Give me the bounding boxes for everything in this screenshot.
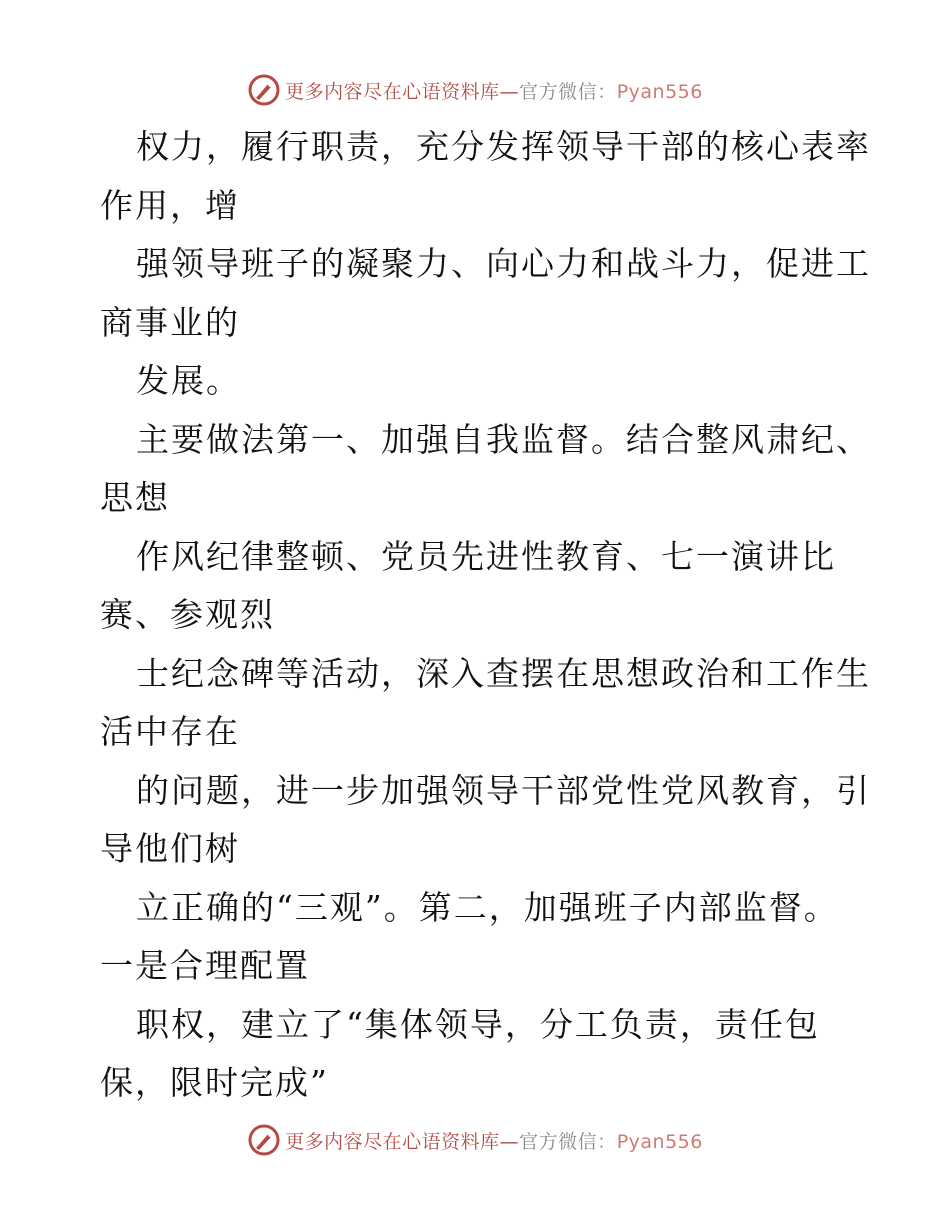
text-line: 的问题，进一步加强领导干部党性党风教育，引 — [136, 770, 871, 810]
text-line: 作用，增 — [100, 185, 240, 225]
text-line: 立正确的“三观”。第二，加强班子内部监督。 — [136, 887, 839, 927]
watermark-text: 更多内容尽在心语资料库—官方微信：Pyan556 — [285, 80, 703, 103]
text-line: 作风纪律整顿、党员先进性教育、七一演讲比 — [136, 536, 836, 576]
text-line: 职权，建立了“集体领导，分工负责，责任包 — [136, 1004, 820, 1044]
watermark-text: 更多内容尽在心语资料库—官方微信：Pyan556 — [285, 1130, 703, 1153]
text-line: 商事业的 — [100, 302, 240, 342]
text-line: 发展。 — [136, 361, 241, 400]
text-line: 活中存在 — [100, 712, 240, 751]
pen-logo-icon — [247, 1123, 281, 1157]
header-watermark — [0, 70, 950, 110]
text-line: 导他们树 — [100, 829, 240, 868]
text-line: 权力，履行职责，充分发挥领导干部的核心表率 — [136, 127, 871, 166]
text-line: 赛、参观烈 — [100, 595, 275, 634]
document-body — [100, 118, 871, 1113]
text-line: 强领导班子的凝聚力、向心力和战斗力，促进工 — [136, 244, 871, 283]
pen-logo-icon — [247, 73, 281, 107]
text-line: 一是合理配置 — [100, 946, 310, 985]
text-line: 保，限时完成” — [100, 1063, 329, 1102]
text-line: 士纪念碑等活动，深入查摆在思想政治和工作生 — [136, 653, 871, 693]
text-line: 思想 — [100, 478, 170, 517]
footer-watermark — [0, 1120, 950, 1160]
text-line: 主要做法第一、加强自我监督。结合整风肃纪、 — [136, 419, 871, 459]
